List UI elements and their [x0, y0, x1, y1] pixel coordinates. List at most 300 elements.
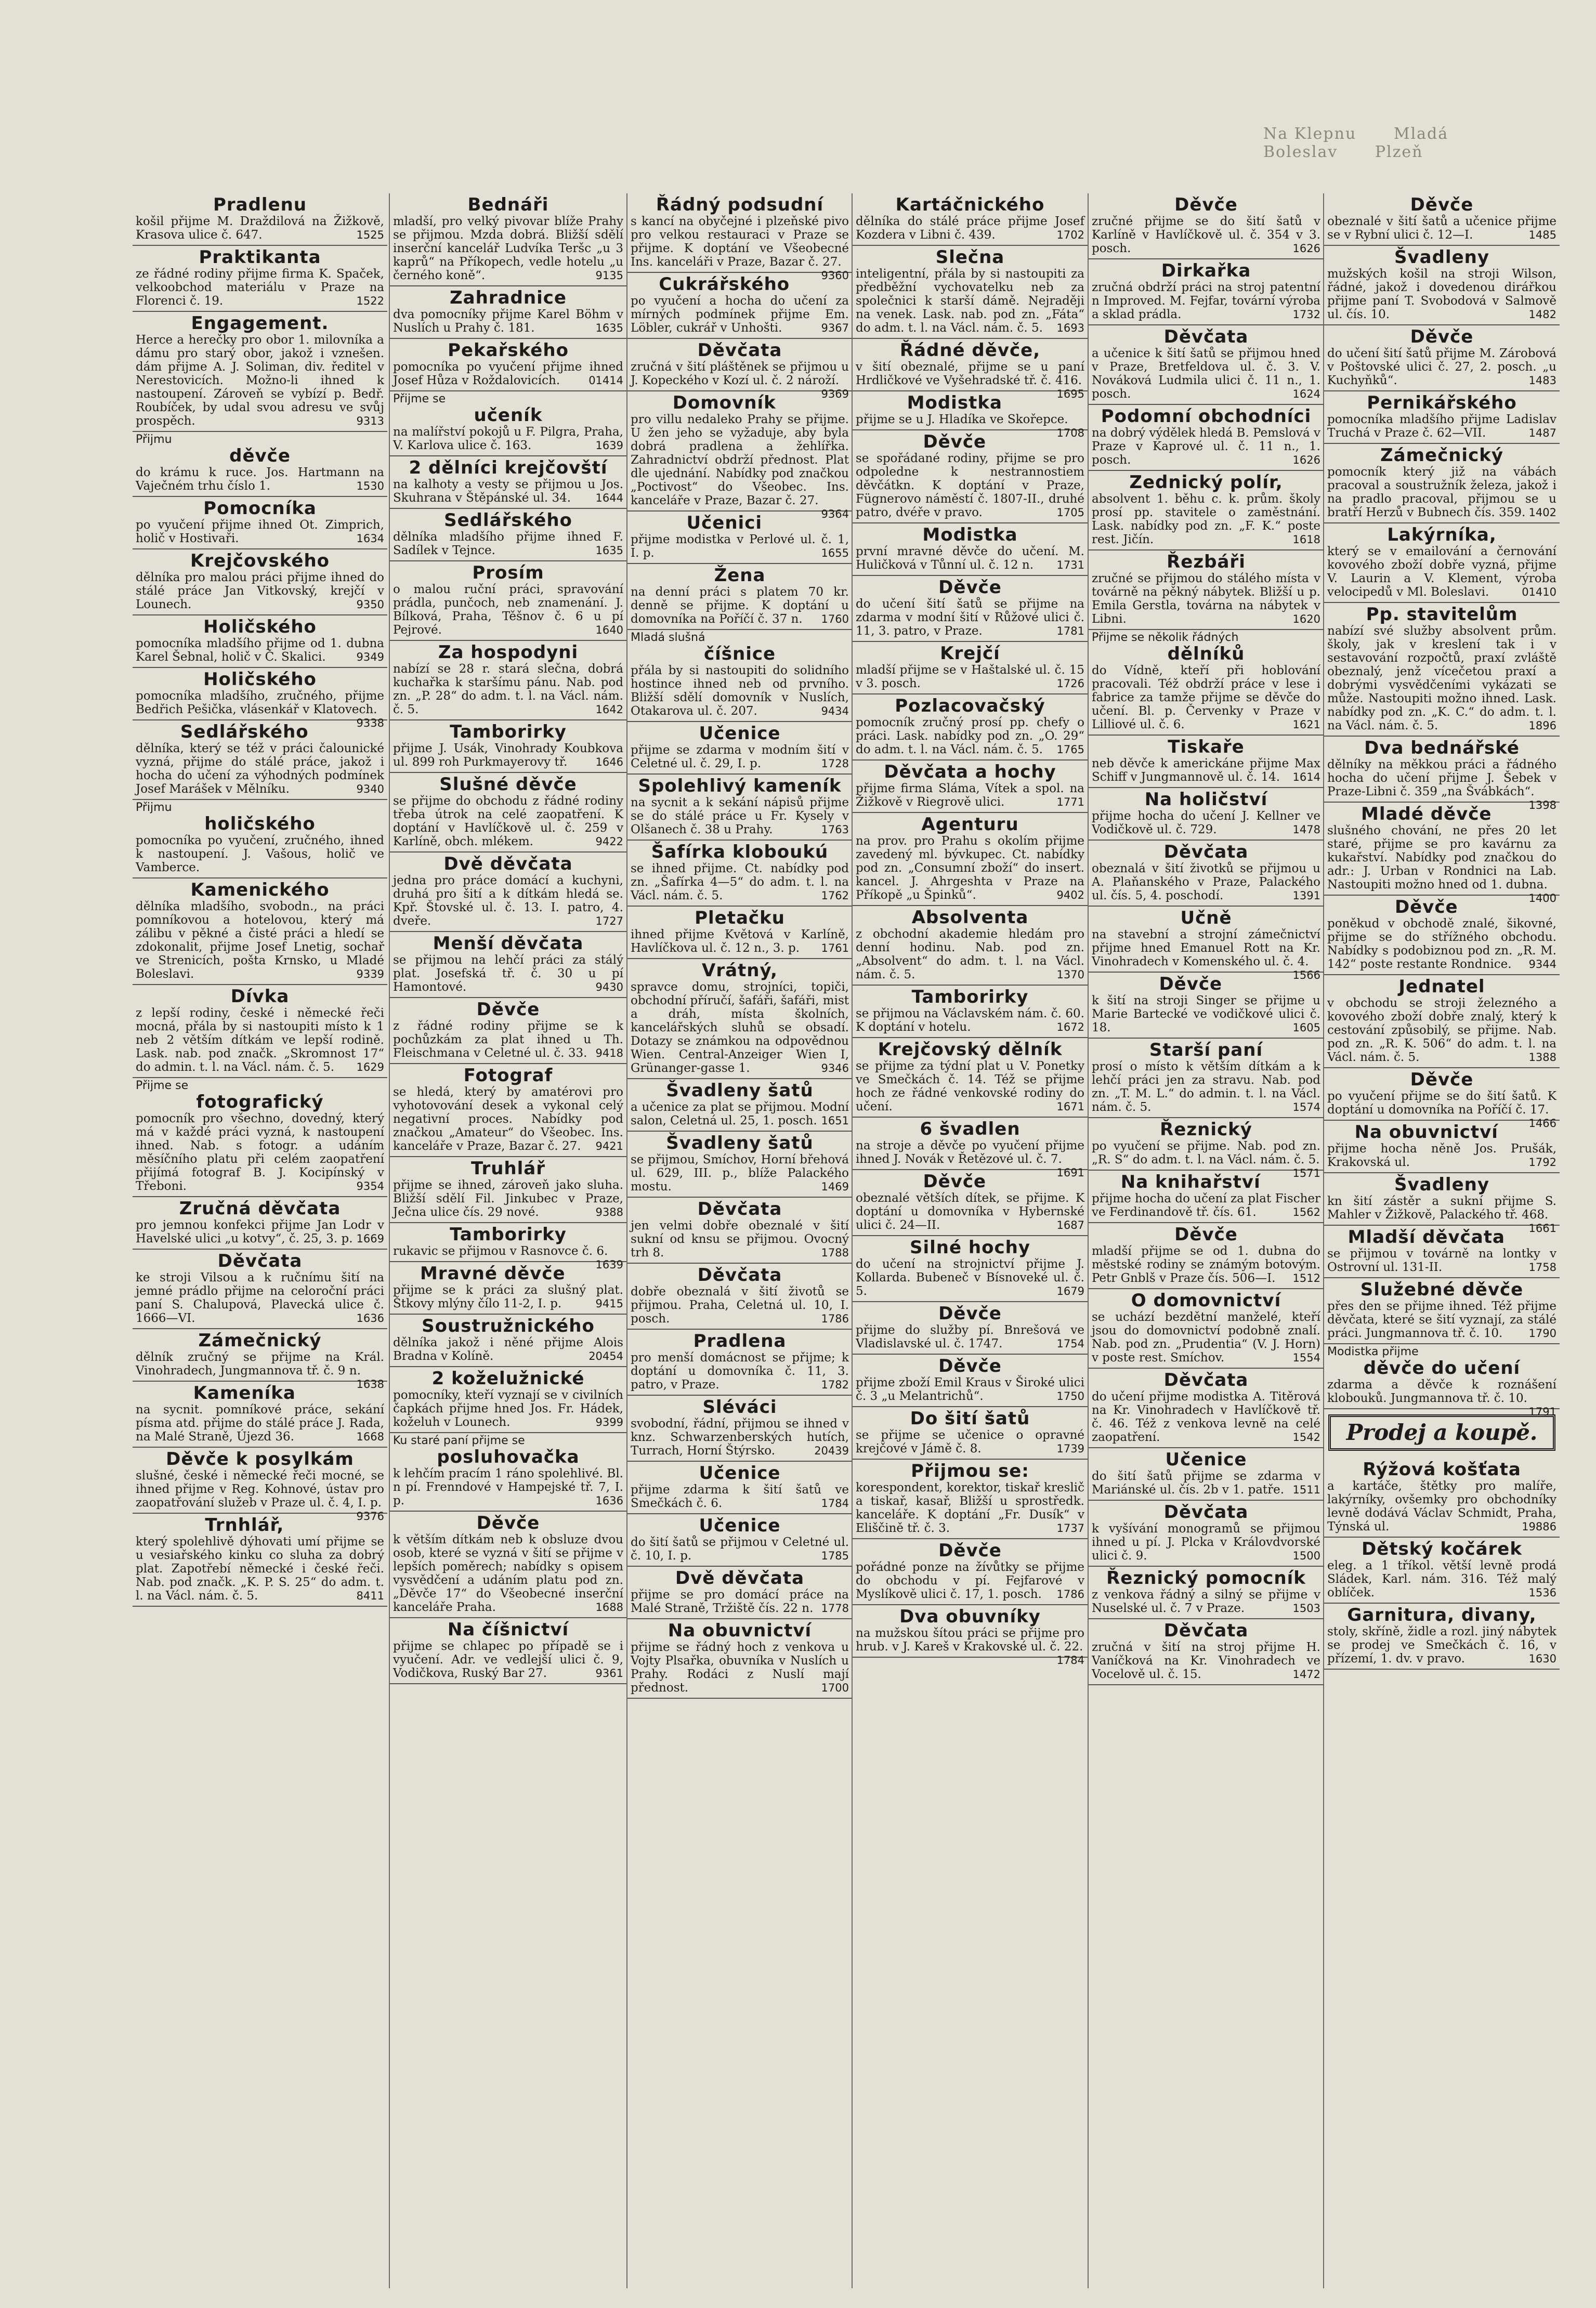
ad-text: se přijmou na Václavském nám. č. 60. K doptání v hotelu. [856, 1007, 1084, 1034]
ad-code: 1629 [356, 1061, 384, 1073]
classified-ad [853, 1355, 1088, 1407]
classified-ad [1324, 896, 1560, 975]
ad-heading: Vrátný, [702, 960, 778, 981]
ad-text: jedna pro práce domácí a kuchyni, druhá pro šití a k dítkám hledá se. Kpř. Štovské ul. č. 13. I. patro, 4. dveře. [393, 874, 623, 928]
ad-heading: Děvče [1174, 1224, 1238, 1245]
ad-code: 1636 [356, 1312, 384, 1325]
classified-ad [133, 1329, 387, 1391]
ad-heading: Tamborirky [450, 1224, 567, 1245]
ad-heading: Dvě děvčata [443, 854, 573, 874]
classified-ad [1324, 1173, 1560, 1235]
classified-ad [390, 1433, 626, 1512]
ad-text: přes den se přijme ihned. Též přijme děvčata, které se šití vyznají, za stálé práci. Jungmannova tř. č. 10. [1327, 1300, 1556, 1340]
ad-body [136, 518, 384, 545]
ad-intro: Ku staré paní přijme se [393, 1434, 525, 1447]
ad-code: 9349 [356, 651, 384, 663]
ad-heading: Na obuvnictví [668, 1620, 812, 1641]
classified-ad [627, 1462, 852, 1514]
classified-ad [853, 430, 1088, 523]
ad-code: 9354 [356, 1180, 384, 1192]
ad-text: pořádné ponze na žívůtky se přijme do obchodu v pí. Fejfarové v Myslíkově ulici č. 17, 1. posch. [856, 1560, 1084, 1601]
ad-code: 1554 [1292, 1352, 1320, 1364]
ad-heading: Učenice [699, 723, 781, 744]
ad-heading: Za hospodyni [438, 642, 579, 663]
ad-body [1327, 1378, 1556, 1418]
ad-heading: děvče do učení [1363, 1358, 1521, 1379]
column-4 [853, 193, 1088, 2288]
ad-body [856, 1139, 1084, 1179]
column-1 [133, 193, 387, 2288]
ad-heading: Lakýrníka, [1387, 524, 1497, 545]
ad-text: do učení na strojnictví přijme J. Kollarda. Bubeneč v Bísnoveké ul. č. 5. [856, 1257, 1084, 1298]
classified-ad [1324, 603, 1560, 737]
ad-heading: Děvče [1410, 194, 1474, 215]
ad-body [393, 1467, 623, 1507]
ad-text: na prov. pro Prahu s okolím přijme zavedený ml. bývkupec. Ct. nabídky pod zn. „Consumní zboží“ do insert. kancel. J. Ahrgeshta v Praze na Příkopě „u Špinků“. [856, 834, 1084, 902]
ad-body [631, 1153, 849, 1194]
ad-text: do učení šití šatů se přijme na zdarma v modní šití v Růžové ulici č. 11, 3. patro, v Praze. [856, 597, 1084, 638]
ad-body [393, 1178, 623, 1219]
ad-body [856, 597, 1084, 638]
ad-text: se přijmou na lehčí práci za stálý plat. Josefská tř. č. 30 u pí Hamontové. [393, 953, 623, 994]
classified-ad [853, 1170, 1088, 1236]
classified-ad [1089, 1039, 1324, 1118]
ad-body [1092, 1390, 1320, 1444]
ad-heading: Pozlacovačský [895, 696, 1045, 716]
ad-body [136, 834, 384, 874]
ad-heading: Cukrářského [659, 274, 790, 295]
ad-body [631, 1285, 849, 1326]
ad-body [1092, 1588, 1320, 1615]
ad-code: 9361 [595, 1667, 623, 1680]
ad-body [136, 215, 384, 242]
ad-code: 1536 [1528, 1586, 1556, 1599]
ad-code: 1398 [1528, 799, 1556, 811]
ad-body [1327, 1247, 1556, 1274]
ad-text: přijme se u J. Hladíka ve Skořepce. [856, 413, 1068, 426]
ad-code: 1651 [821, 1114, 849, 1127]
ad-text: prosí o místo k větším dítkám a k lehčí práci jen za stravu. Nab. pod zn. „T. M. L.“ do admin. t. l. na Václ. nám. č. 5. [1092, 1060, 1320, 1114]
classified-ad [1324, 325, 1560, 391]
ad-code: 1503 [1292, 1602, 1320, 1615]
ad-body [856, 834, 1084, 902]
ad-text: pomocník který již na vábách pracoval a soustružník železa, jakož i na pradlo pracoval, přijmou se u bratří Herzů v Bubnech čís. 359. [1327, 465, 1556, 519]
ad-text: pomocníka mladšího přijme Ladislav Truchá v Praze č. 62—VII. [1327, 413, 1556, 440]
classified-ad [627, 722, 852, 775]
ad-text: první mravné děvče do učení. M. Huličková v Tůnní ul. č. 12 n. [856, 545, 1084, 572]
ad-text: přijme J. Usák, Vinohrady Koubkova ul. 899 roh Purkmayerovy tř. [393, 742, 623, 769]
ad-code: 1737 [1056, 1522, 1084, 1535]
classified-ad [390, 193, 626, 286]
ad-text: s kancí na obyčejné i plzeňské pivo pro velkou restauraci v Praze se přijme. K doptání ve Všeobecné Ins. kanceláři v Praze, Bazar č. 27. [631, 215, 849, 269]
classified-ad [627, 1567, 852, 1619]
classified-ad [390, 1223, 626, 1271]
ad-text: dobře obeznalá v šití životů se přijmou. Praha, Celetná ul. 10, I. posch. [631, 1285, 849, 1326]
ad-text: se spořádané rodiny, přijme se pro odpoledne k nestrannostiem děvčátkn. K doptání v Praze, Fügnerovo náměstí č. 1807-II., druhé patro, dvéře v pravo. [856, 452, 1084, 519]
ad-intro: Přijme se několik řádných [1092, 631, 1239, 644]
classified-ad [1089, 1619, 1324, 1685]
ad-text: na sycnit. pomníkové práce, sekání písma atd. přijme do stálé práce J. Rada, na Malé Straně, Újezd 36. [136, 1403, 384, 1444]
classified-ad [390, 932, 626, 998]
classified-columns [133, 193, 1560, 2288]
classified-ad [853, 576, 1088, 642]
ad-text: košil přijme M. Draždilová na Žižkově, Krasova ulice č. 647. [136, 215, 384, 242]
ad-text: přijme hocha do učení za plat Fischer ve Ferdinandově tř. čís. 61. [1092, 1192, 1320, 1219]
ad-body [631, 1100, 849, 1127]
ad-text: z obchodní akademie hledám pro denní hodinu. Nab. pod zn. „Absolvent“ do adm. t. l. na Václ. nám. č. 5. [856, 927, 1084, 981]
ad-text: přijme zdarma k šití šatů ve Smečkách č. 6. [631, 1483, 849, 1510]
ad-text: eleg. a 1 tříkol. větší levně prodá Sládek, Karl. nám. 316. Též malý oblíček. [1327, 1559, 1556, 1599]
ad-heading: Na číšnictví [447, 1619, 569, 1640]
ad-text: do krámu k ruce. Jos. Hartmann na Vaječném trhu číslo 1. [136, 466, 384, 493]
ad-body [1327, 347, 1556, 387]
ad-body [393, 360, 623, 387]
ad-heading: Bednáři [467, 194, 549, 215]
ad-code: 1618 [1292, 533, 1320, 546]
ad-heading: Řádný podsudní [656, 194, 824, 215]
ad-code: 9338 [356, 717, 384, 729]
classified-ad [133, 878, 387, 985]
ad-text: absolvent 1. běhu c. k. prům. školy prosí pp. stavitele o zaměstnání. Lask. nabídky pod zn. „F. K.“ poste rest. Jičín. [1092, 492, 1320, 546]
classified-ad [853, 642, 1088, 694]
ad-text: pro jemnou konfekci přijme Jan Lodr v Havelské ulici „u kotvy“, č. 25, 3. p. [136, 1218, 384, 1245]
ad-text: svobodní, řádní, přijmou se ihned v knz. Schwarzenberských hutích, Turrach, Horní Štýrsko. [631, 1417, 849, 1458]
ad-code: 1765 [1056, 743, 1084, 756]
classified-ad [1089, 973, 1324, 1039]
ad-text: korespondent, korektor, tiskař kreslič a tiskař, kasař, Bližší u sprostředk. kanceláře. K doptání „Fr. Dusík“ v Eliščině tř. č. 3. [856, 1481, 1084, 1535]
ad-body [631, 1351, 849, 1392]
classified-ad [1324, 1604, 1560, 1670]
ad-code: 1655 [821, 547, 849, 559]
ad-body [393, 953, 623, 994]
ad-body [393, 308, 623, 335]
classified-ad [1089, 1289, 1324, 1369]
ad-heading: Pp. stavitelům [1366, 604, 1518, 625]
ad-code: 1511 [1292, 1484, 1320, 1496]
ad-text: přijme se k práci za slušný plat. Štkovy mlýny čílo 11-2, I. p. [393, 1283, 623, 1310]
ad-text: pomocníky, kteří vyznají se v civilních čapkách přijme hned Jos. Fr. Hádek, koželuh v Lounech. [393, 1388, 623, 1429]
ad-text: neb děvče k americkáne přijme Max Schiff v Jungmannově ul. č. 14. [1092, 757, 1320, 784]
classified-ad [390, 998, 626, 1064]
ad-text: zručná v šití na stroj přijme H. Vaníčková na Kr. Vinohradech ve Vocelově ul. č. 15. [1092, 1641, 1320, 1681]
ad-body [631, 664, 849, 718]
ad-heading: Služebné děvče [1360, 1279, 1524, 1300]
ad-body [631, 928, 849, 955]
ad-text: přijme se zdarma v modním šití v Celetné ul. č. 29, I. p. [631, 743, 849, 770]
ad-code: 1614 [1292, 771, 1320, 783]
ad-heading: Řeznický [1160, 1119, 1252, 1140]
classified-ad [853, 1539, 1088, 1605]
ad-code: 1388 [1528, 1051, 1556, 1064]
ad-code: 1487 [1528, 427, 1556, 439]
ad-text: pomocníka po vyučení, zručného, ihned k nastoupení. J. Vašous, holič ve Vamberce. [136, 834, 384, 874]
ad-body [1327, 545, 1556, 599]
ad-body [631, 533, 849, 560]
ad-code: 20454 [588, 1350, 623, 1362]
ad-body [1327, 267, 1556, 321]
ad-body [393, 1336, 623, 1363]
ad-code: 1482 [1528, 308, 1556, 321]
ad-heading: Děvčata [1163, 326, 1249, 347]
classified-ad [627, 1264, 852, 1330]
ad-text: stoly, skříně, židle a rozl. jiný nábytek se prodej ve Smečkách č. 16, v přízemí, 1. dv. v pravo. [1327, 1625, 1556, 1666]
ad-text: inteligentní, přála by si nastoupiti za předběžní vychovatelku neb za společnici k starší dámě. Nejraději na venek. Lask. nab. pod zn. „Fáta“ do adm. t. l. na Václ. nám. č. 5. [856, 267, 1084, 335]
classified-ad [853, 986, 1088, 1038]
ad-text: přijme hocha něně Jos. Prušák, Krakovská ul. [1327, 1142, 1556, 1169]
ad-code: 1702 [1056, 229, 1084, 241]
ad-heading: Děvče [1394, 897, 1458, 917]
ad-code: 19886 [1522, 1520, 1556, 1533]
ad-code: 1700 [821, 1682, 849, 1694]
ad-body [631, 1483, 849, 1510]
ad-code: 9360 [821, 269, 849, 282]
classified-ad [133, 1382, 387, 1448]
ad-code: 1763 [821, 823, 849, 836]
classified-ad [627, 775, 852, 841]
ad-heading: Švadleny šatů [666, 1080, 814, 1101]
ad-body [393, 1085, 623, 1153]
ad-code: 9346 [821, 1062, 849, 1074]
ad-heading: Švadleny šatů [666, 1133, 814, 1153]
ad-code: 1750 [1056, 1390, 1084, 1402]
ad-text: jen velmi dobře obeznalé v šití sukní od knsu se přijmou. Ovocný trh 8. [631, 1219, 849, 1260]
ad-text: po vyučení přijme se do šití šatů. K doptání u domovníka na Poříčí č. 17. [1327, 1090, 1556, 1117]
ad-body [1092, 1641, 1320, 1681]
classified-ad [853, 760, 1088, 813]
ad-text: a učenice za plat se přijmou. Modní salon, Celetná ul. 25, 1. posch. [631, 1100, 849, 1127]
ad-body [1092, 1310, 1320, 1365]
ad-code: 1626 [1292, 454, 1320, 466]
ad-text: pro menší domácnost se přijme; k doptání u domovníka č. 11, 3. patro, v Praze. [631, 1351, 849, 1392]
ad-text: z venkova řádný a silný se přijme v Nuselské ul. č. 7 v Praze. [1092, 1588, 1320, 1615]
ad-text: slušného chování, ne přes 20 let staré, přijme se pro kavárnu za kukařství. Nabídky pod značkou do adr.: J. Urban v Rondnici na Lab. Nastoupiti možno hned od 1. dubna. [1327, 824, 1556, 891]
classified-ad [133, 800, 387, 878]
ad-heading: Tiskaře [1168, 737, 1245, 757]
classified-ad [1089, 907, 1324, 981]
classified-ad [390, 286, 626, 339]
ad-body [1092, 1060, 1320, 1114]
ad-text: na stroje a děvče po vyučení přijme ihned J. Novák v Řetězové ul. č. 7. [856, 1139, 1084, 1166]
ad-code: 1731 [1056, 559, 1084, 571]
bleed-through-header [1263, 125, 1554, 161]
ad-body [1092, 572, 1320, 626]
ad-body [856, 1257, 1084, 1298]
ad-code: 1635 [595, 544, 623, 557]
ad-code: 1639 [595, 1258, 623, 1271]
ad-body [393, 1283, 623, 1310]
ad-heading: Děvčata [217, 1251, 303, 1271]
ad-text: o malou ruční práci, spravování prádla, punčoch, neb znamenání. J. Bílková, Praha, Těšnov č. 6 u pí Pejrové. [393, 583, 623, 637]
ad-code: 9376 [356, 1510, 384, 1523]
classified-ad [1089, 630, 1324, 736]
classified-ad [390, 720, 626, 773]
ad-text: obeznalé větších dítek, se přijme. K doptání u domovníka v Hybernské ulici č. 24—II. [856, 1191, 1084, 1232]
ad-heading: Učně [1180, 908, 1232, 928]
ad-text: pomocníka mladšího, zručného, přijme Bedřich Pešička, vlásenkář v Klatovech. [136, 689, 384, 716]
ad-text: v obchodu se stroji železného a kovového zboží dobře znalý, který k cestování způsobilý, se přijme. Nab. pod zn. „R. K. 506“ do adm. t. l. na Václ. nám. č. 5. [1327, 996, 1556, 1064]
classified-ad [853, 694, 1088, 760]
section-title-prodej-a-koupe: Prodej a koupě. [1328, 1414, 1555, 1451]
ad-text: do Vídně, kteří při hoblování pracovali. Též obdrží práce v lese i fabrice za tamže přijme se děvče do učení. Bl. p. Červenky v Praze v Lilliové ul. č. 6. [1092, 664, 1320, 731]
ad-body [631, 796, 849, 836]
ad-text: spravce domu, strojníci, topiči, obchodní příručí, šafáři, šafáři, mist a dráh, místa školních, kancelářských sluhů se obsadí. Dotazy se známkou na odpovědnou Wien. Central-Anzeiger Wien I, Grünanger-gasse 1. [631, 980, 849, 1075]
ad-code: 1566 [1292, 969, 1320, 981]
ad-heading: Prosím [472, 562, 544, 583]
ad-text: pomocník pro všechno, dovedný, který má v každé práci vyzná, k nastoupení ihned. Nab. s fotogr. a udáním měsíčního platu při celém zaopatření přijímá fotograf B. J. Kocipínský v Třeboni. [136, 1112, 384, 1193]
ad-body [393, 425, 623, 452]
ad-code: 1661 [1528, 1222, 1556, 1235]
classified-ad [133, 720, 387, 800]
ad-code: 1786 [821, 1313, 849, 1325]
ad-heading: Absolventa [911, 907, 1029, 928]
ad-code: 9350 [356, 598, 384, 611]
ad-heading: Domovník [672, 392, 776, 413]
ad-code: 1760 [821, 613, 849, 625]
ad-body [136, 742, 384, 796]
ad-code: 9418 [595, 1047, 623, 1059]
ad-text: dva pomocníky přijme Karel Böhm v Nuslích u Prahy č. 181. [393, 308, 623, 335]
ad-body [1092, 809, 1320, 836]
classified-ad [133, 1514, 387, 1607]
ad-heading: Děvčata [697, 1199, 782, 1219]
ad-text: poněkud v obchodě znalé, šikovné, přijme se do střížného obchodu. Nabídky s podobiznou pod zn. „R. M. 142“ poste restante Rondnice. [1327, 917, 1556, 971]
ad-text: na malířství pokojů u F. Pilgra, Praha, V. Karlova ulice č. 163. [393, 425, 623, 452]
classified-ad [1089, 1501, 1324, 1567]
classified-ad [133, 1448, 387, 1523]
ad-heading: Děvče [1174, 194, 1238, 215]
ad-text: ihned přijme Květová v Karlíně, Havlíčkova ul. č. 12 n., 3. p. [631, 928, 849, 955]
classified-ad [1324, 1226, 1560, 1278]
ad-heading: Modistka [907, 392, 1002, 413]
ad-code: 1636 [595, 1494, 623, 1507]
ad-body [856, 1059, 1084, 1113]
ad-code: 1785 [821, 1550, 849, 1562]
ad-heading: Řeznický pomocník [1106, 1568, 1306, 1589]
ad-body [136, 1271, 384, 1325]
ad-heading: Slečna [935, 247, 1005, 268]
ad-heading: Zahradnice [450, 287, 567, 308]
ad-body [393, 215, 623, 282]
ad-body [136, 1112, 384, 1193]
classified-ad [627, 907, 852, 959]
ad-body [136, 637, 384, 664]
ad-text: kn šití zástěr a sukní přijme S. Mahler v Žižkově, Palackého tř. 468. [1327, 1195, 1556, 1222]
ad-text: se přijmou v továrně na lontky v Ostrovní ul. 131-II. [1327, 1247, 1556, 1274]
ad-code: 1754 [1056, 1337, 1084, 1350]
ad-heading: učeník [474, 405, 543, 426]
ad-heading: Na holičství [1144, 789, 1268, 810]
ad-heading: fotografický [196, 1092, 324, 1112]
ad-heading: dělníků [1167, 644, 1245, 664]
ad-code: 1522 [356, 295, 384, 307]
ad-text: po vyučení a hocha do učení za mírných podmínek přijme Em. Löbler, cukrář v Unhošti. [631, 294, 849, 335]
classified-ad [627, 1514, 852, 1567]
ad-text: na mužskou šítou práci se přijme pro hrub. v J. Kareš v Krakovské ul. č. 22. [856, 1627, 1084, 1654]
ad-heading: Žena [714, 565, 766, 586]
ad-code: 1758 [1528, 1261, 1556, 1274]
ad-heading: Soustružnického [422, 1316, 595, 1336]
ad-text: nabízí se 28 r. stará slečna, dobrá kuchařka k staršímu pánu. Nab. pod zn. „P. 28“ do adm. t. l. na Václ. nám. č. 5. [393, 662, 623, 716]
ad-heading: Zručná děvčata [179, 1198, 341, 1219]
ad-code: 1574 [1292, 1101, 1320, 1113]
ad-body [1327, 1625, 1556, 1666]
ad-text: v šití obeznalé, přijme se u paní Hrdličkové ve Vyšehradské tř. č. 416. [856, 360, 1084, 387]
ad-heading: Zámečnický [1380, 445, 1504, 466]
ad-heading: Dívka [230, 986, 290, 1007]
ad-code: 1469 [821, 1181, 849, 1193]
classified-ad [390, 339, 626, 391]
ad-heading: Mravné děvče [420, 1263, 566, 1284]
ad-code: 1635 [595, 322, 623, 334]
classified-ad [627, 1396, 852, 1462]
ad-body [1327, 824, 1556, 904]
ad-body [393, 742, 623, 769]
ad-code: 9340 [356, 783, 384, 795]
ad-code: 1668 [356, 1431, 384, 1443]
classified-ad [1089, 736, 1324, 788]
ad-body [136, 689, 384, 729]
classified-ad [853, 1038, 1088, 1118]
ad-text: z lepší rodiny, české i německé řeči mocná, přála by si nastoupiti místo k 1 neb 2 větším dítkám ve lepší rodině. Lask. nab. pod značk. „Skromnost 17“ do admin. t. l. na Václ. nám. č. 5. [136, 1006, 384, 1074]
ad-code: 9313 [356, 415, 384, 427]
ad-code: 9422 [595, 835, 623, 848]
ad-code: 9135 [595, 269, 623, 282]
classified-ad [1089, 550, 1324, 630]
ad-code: 1466 [1528, 1117, 1556, 1130]
ad-body [631, 862, 849, 902]
ad-text: dělník zručný se přijme na Král. Vinohradech, Jungmannova tř. č. 9 n. [136, 1350, 384, 1378]
classified-ad [390, 1512, 626, 1618]
ad-heading: 2 dělníci krejčovští [409, 457, 608, 478]
ad-heading: Kartáčnického [895, 194, 1045, 215]
classified-ad [627, 564, 852, 630]
ad-heading: O domovnictví [1131, 1290, 1281, 1311]
ad-heading: Pradlena [693, 1331, 787, 1352]
ad-body [631, 1588, 849, 1615]
ad-heading: Učenici [686, 513, 763, 533]
ad-body [136, 1535, 384, 1603]
ad-text: na kalhoty a vesty se přijmou u Jos. Skuhrana v Štěpánské ul. 34. [393, 478, 623, 505]
ad-heading: Trnhlář, [205, 1515, 284, 1536]
classified-ad [390, 456, 626, 509]
ad-code: 1691 [1056, 1166, 1084, 1179]
ad-body [1092, 664, 1320, 731]
classified-ad [853, 193, 1088, 246]
ad-heading: Řezbáři [1167, 552, 1246, 572]
ad-heading: Fotograf [463, 1065, 553, 1086]
ad-text: k vyšívání monogramů se přijmou ihned u pí. J. Plcka v Královdvorské ulici č. 9. [1092, 1522, 1320, 1563]
ad-code: 9434 [821, 705, 849, 717]
ad-body [393, 794, 623, 848]
ad-code: 1788 [821, 1247, 849, 1259]
ad-text: přijme do služby pí. Bnrešová ve Vladislavské ul. č. 1747. [856, 1323, 1084, 1350]
classified-ad [1324, 975, 1560, 1068]
ad-body [1092, 928, 1320, 981]
ad-heading: Modistka [922, 524, 1018, 545]
ad-text: zdarma a děvče k roznášení klobouků. Jungmannova tř. č. 10. [1327, 1378, 1556, 1405]
ad-heading: Děvče [938, 577, 1002, 598]
ad-body [393, 478, 623, 505]
ad-code: 1739 [1056, 1442, 1084, 1455]
classified-ad [1089, 1369, 1324, 1448]
classified-ad [133, 432, 387, 497]
classified-ad [390, 561, 626, 641]
classified-ad [1089, 259, 1324, 325]
ad-body [1327, 465, 1556, 519]
ad-text: přijme firma Sláma, Vítek a spol. na Žižkově v Riegrově ulici. [856, 782, 1084, 809]
ad-heading: Dva obuvníky [899, 1606, 1041, 1627]
ad-code: 1638 [356, 1378, 384, 1391]
